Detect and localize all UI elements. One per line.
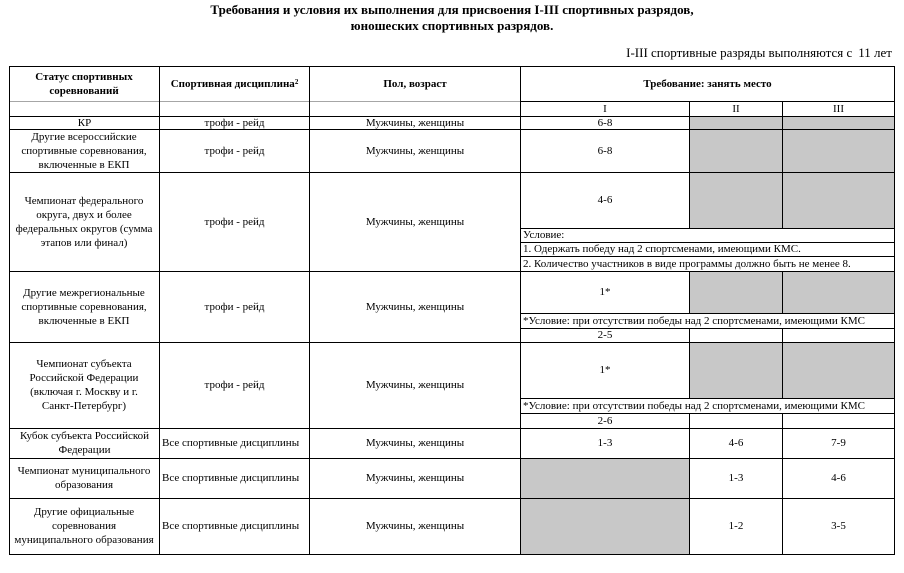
page-title bbox=[0, 2, 904, 34]
row-fed-condition-1: 1. Одержать победу над 2 спортсменами, имеющими КМС. bbox=[523, 243, 801, 255]
row-mezhreg-gender: Мужчины, женщины bbox=[365, 300, 465, 313]
gray-cell bbox=[689, 271, 894, 313]
row-cup-gender: Мужчины, женщины bbox=[365, 437, 465, 449]
header-gender-age: Пол, возраст bbox=[383, 77, 447, 90]
row-mezhreg-status: Другие межрегиональные спортивные соревнования, включенные в ЕКП bbox=[21, 286, 147, 327]
gray-cell bbox=[520, 498, 689, 554]
row-vseross-status: Другие всероссийские спортивные соревнования, включенные в ЕКП bbox=[21, 130, 147, 171]
row-cup-rank-1: 1-3 bbox=[597, 437, 613, 449]
row-vseross-gender: Мужчины, женщины bbox=[365, 144, 465, 157]
row-cup-status: Кубок субъекта Российской Федерации bbox=[19, 430, 150, 456]
header-rank-3: III bbox=[833, 102, 844, 115]
row-subj-rank-1b: 2-6 bbox=[597, 414, 613, 427]
age-note-text: I-III спортивные разряды выполняются с bbox=[626, 45, 853, 60]
row-other-discipline: Все спортивные дисциплины bbox=[162, 520, 300, 532]
row-other-gender: Мужчины, женщины bbox=[365, 520, 465, 532]
age-note bbox=[626, 45, 892, 61]
row-kr-rank-1: 6-8 bbox=[597, 116, 613, 129]
row-other-rank-2: 1-2 bbox=[728, 520, 744, 532]
row-fed-rank-1: 4-6 bbox=[597, 194, 613, 206]
row-other-rank-3: 3-5 bbox=[831, 520, 846, 532]
row-other-status: Другие официальные соревнования муниципального образования bbox=[14, 506, 154, 546]
age-note-value: 11 лет bbox=[858, 45, 892, 60]
row-kr-discipline: трофи - рейд bbox=[204, 116, 265, 129]
header-discipline bbox=[160, 66, 309, 101]
gray-cell bbox=[689, 342, 894, 398]
row-fed-gender: Мужчины, женщины bbox=[365, 215, 465, 228]
header-requirement: Требование: занять место bbox=[643, 77, 772, 90]
row-fed-condition-title: Условие: bbox=[523, 229, 565, 241]
row-vseross-discipline: трофи - рейд bbox=[204, 144, 265, 157]
row-mezhreg-discipline: трофи - рейд bbox=[204, 300, 265, 313]
row-subj-discipline: трофи - рейд bbox=[204, 379, 265, 391]
gray-cell bbox=[689, 129, 894, 172]
row-subj-condition: *Условие: при отсутствии победы над 2 спортсменами, имеющими КМС bbox=[523, 399, 865, 412]
header-rank-2: II bbox=[732, 102, 740, 115]
header-discipline-label: Спортивная дисциплина bbox=[170, 77, 295, 90]
row-mun-rank-2: 1-3 bbox=[728, 472, 744, 484]
row-cup-discipline: Все спортивные дисциплины bbox=[162, 437, 300, 449]
row-mun-gender: Мужчины, женщины bbox=[365, 472, 465, 484]
row-subj-gender: Мужчины, женщины bbox=[365, 379, 465, 391]
gray-cell bbox=[689, 116, 894, 129]
header-discipline-sup: 2 bbox=[294, 77, 299, 86]
row-vseross-rank-1: 6-8 bbox=[597, 144, 613, 157]
row-fed-condition-2: 2. Количество участников в виде программы должно быть не менее 8. bbox=[523, 257, 851, 270]
row-mezhreg-rank-1b: 2-5 bbox=[597, 329, 613, 341]
header-status: Статус спортивных соревнований bbox=[35, 70, 133, 97]
gray-cell bbox=[520, 458, 689, 498]
title-line-1: Требования и условия их выполнения для присвоения I-III спортивных разрядов, bbox=[210, 2, 694, 17]
row-mun-rank-3: 4-6 bbox=[831, 472, 846, 484]
row-kr-status: КР bbox=[77, 116, 92, 129]
row-fed-status: Чемпионат федерального округа, двух и более федеральных округов (сумма этапов или финал) bbox=[15, 194, 153, 249]
row-mezhreg-condition: *Условие: при отсутствии победы над 2 спортсменами, имеющими КМС bbox=[523, 314, 865, 327]
row-mun-status: Чемпионат муниципального образования bbox=[17, 465, 151, 491]
row-kr-gender: Мужчины, женщины bbox=[365, 116, 465, 129]
row-mun-discipline: Все спортивные дисциплины bbox=[162, 472, 300, 484]
header-rank-1: I bbox=[603, 102, 607, 115]
row-mezhreg-rank-1: 1* bbox=[599, 286, 611, 298]
row-fed-discipline: трофи - рейд bbox=[204, 215, 265, 228]
row-subj-rank-1: 1* bbox=[599, 364, 611, 376]
title-line-2: юношеских спортивных разрядов. bbox=[350, 18, 554, 33]
row-subj-status: Чемпионат субъекта Российской Федерации (включая г. Москву и г. Санкт-Петербург) bbox=[29, 358, 139, 412]
row-cup-rank-3: 7-9 bbox=[831, 437, 846, 449]
row-cup-rank-2: 4-6 bbox=[728, 437, 744, 449]
gray-cell bbox=[689, 172, 894, 228]
